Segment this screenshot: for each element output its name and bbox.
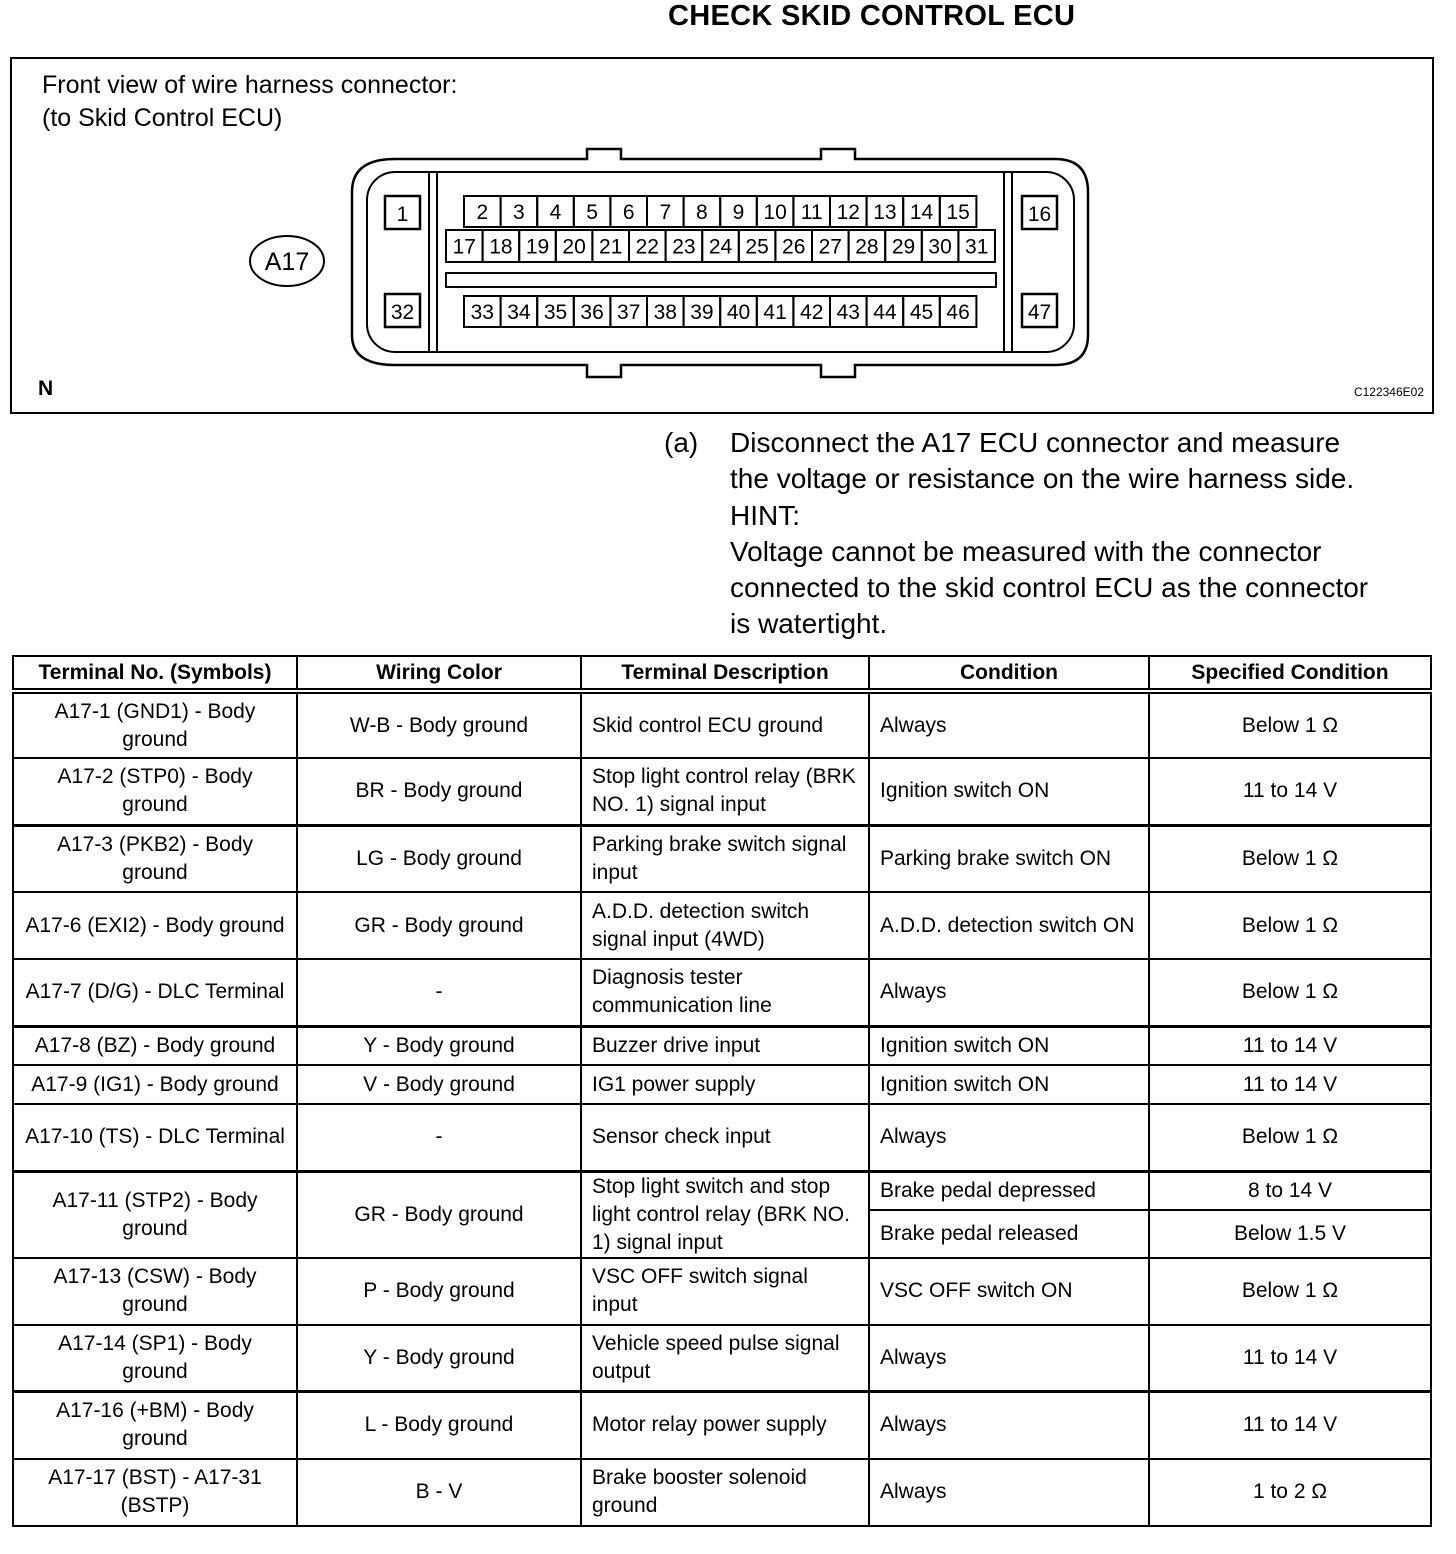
cell-terminal: A17-7 (D/G) - DLC Terminal bbox=[13, 959, 297, 1026]
svg-text:20: 20 bbox=[562, 235, 586, 259]
cell-spec: 11 to 14 V bbox=[1149, 1392, 1431, 1459]
header-specified-condition: Specified Condition bbox=[1149, 656, 1431, 691]
cell-condition: Always bbox=[869, 959, 1149, 1026]
pin-12 bbox=[830, 196, 867, 227]
svg-text:40: 40 bbox=[726, 301, 751, 324]
cell-spec: 11 to 14 V bbox=[1149, 758, 1431, 825]
cell-spec: Below 1 Ω bbox=[1149, 825, 1431, 892]
cell-condition: A.D.D. detection switch ON bbox=[869, 892, 1149, 959]
table-header-row bbox=[13, 656, 1431, 691]
cell-color: W-B - Body ground bbox=[297, 691, 581, 758]
cell-color: Y - Body ground bbox=[297, 1325, 581, 1392]
svg-text:1: 1 bbox=[396, 203, 409, 226]
pin-3 bbox=[501, 196, 538, 227]
cell-description: Stop light control relay (BRK NO. 1) signal input bbox=[581, 758, 869, 825]
cell-color: GR - Body ground bbox=[297, 892, 581, 959]
pin-17 bbox=[446, 230, 483, 262]
cell-terminal: A17-1 (GND1) - Body ground bbox=[13, 691, 297, 758]
cell-color: - bbox=[297, 1104, 581, 1171]
svg-text:44: 44 bbox=[873, 301, 897, 324]
pin-16 bbox=[1022, 196, 1057, 229]
svg-text:33: 33 bbox=[470, 301, 494, 324]
cell-spec: 11 to 14 V bbox=[1149, 1065, 1431, 1104]
pin-1 bbox=[385, 196, 420, 229]
pin-13 bbox=[867, 196, 904, 227]
svg-text:30: 30 bbox=[928, 235, 952, 259]
pin-24 bbox=[702, 230, 739, 262]
svg-text:10: 10 bbox=[763, 201, 787, 224]
cell-condition: Always bbox=[869, 1392, 1149, 1459]
step-label: (a) bbox=[664, 427, 699, 458]
svg-text:5: 5 bbox=[586, 201, 598, 224]
cell-condition: Always bbox=[869, 1104, 1149, 1171]
svg-text:19: 19 bbox=[525, 235, 550, 259]
svg-text:7: 7 bbox=[659, 201, 672, 224]
cell-color: - bbox=[297, 959, 581, 1026]
cell-spec: Below 1.5 V bbox=[1149, 1210, 1431, 1257]
pin-31 bbox=[958, 230, 995, 262]
svg-text:23: 23 bbox=[672, 235, 696, 259]
pin-39 bbox=[684, 296, 721, 327]
cell-condition: Ignition switch ON bbox=[869, 758, 1149, 825]
svg-text:47: 47 bbox=[1027, 301, 1052, 324]
cell-spec: Below 1 Ω bbox=[1149, 959, 1431, 1026]
svg-text:21: 21 bbox=[599, 235, 623, 259]
pin-35 bbox=[537, 296, 574, 327]
svg-text:13: 13 bbox=[873, 201, 897, 224]
terminal-spec-table bbox=[12, 655, 1432, 1527]
pin-10 bbox=[757, 196, 794, 227]
cell-spec: 11 to 14 V bbox=[1149, 1026, 1431, 1065]
cell-color: B - V bbox=[297, 1459, 581, 1526]
pin-37 bbox=[610, 296, 647, 327]
svg-text:27: 27 bbox=[818, 235, 842, 259]
svg-text:35: 35 bbox=[543, 301, 568, 324]
connector-label: A17 bbox=[264, 248, 310, 276]
pin-4 bbox=[537, 196, 574, 227]
pin-8 bbox=[684, 196, 721, 227]
pin-29 bbox=[885, 230, 922, 262]
table-row bbox=[13, 1459, 1431, 1526]
svg-text:15: 15 bbox=[946, 201, 970, 224]
svg-text:3: 3 bbox=[513, 201, 525, 224]
pin-14 bbox=[903, 196, 940, 227]
pin-36 bbox=[574, 296, 611, 327]
pin-27 bbox=[812, 230, 849, 262]
svg-text:16: 16 bbox=[1027, 203, 1052, 226]
cell-spec: Below 1 Ω bbox=[1149, 691, 1431, 758]
cell-condition: Parking brake switch ON bbox=[869, 825, 1149, 892]
pin-15 bbox=[940, 196, 977, 227]
pin-20 bbox=[556, 230, 593, 262]
cell-description: A.D.D. detection switch signal input (4WD) bbox=[581, 892, 869, 959]
pin-23 bbox=[666, 230, 703, 262]
svg-text:24: 24 bbox=[708, 235, 733, 259]
table-row bbox=[13, 1325, 1431, 1392]
table-row bbox=[13, 758, 1431, 825]
pin-47 bbox=[1022, 294, 1057, 327]
cell-description: VSC OFF switch signal input bbox=[581, 1258, 869, 1325]
connector-figure bbox=[10, 57, 1434, 414]
cell-spec: 8 to 14 V bbox=[1149, 1171, 1431, 1210]
cell-description: Skid control ECU ground bbox=[581, 691, 869, 758]
pin-5 bbox=[574, 196, 611, 227]
pin-38 bbox=[647, 296, 684, 327]
cell-description: Motor relay power supply bbox=[581, 1392, 869, 1459]
svg-text:4: 4 bbox=[549, 201, 562, 224]
hint-line3: is watertight. bbox=[730, 608, 888, 640]
svg-text:45: 45 bbox=[909, 301, 934, 324]
table-row bbox=[13, 1104, 1431, 1171]
cell-color: L - Body ground bbox=[297, 1392, 581, 1459]
pin-30 bbox=[922, 230, 959, 262]
cell-spec: 11 to 14 V bbox=[1149, 1325, 1431, 1392]
svg-text:11: 11 bbox=[800, 201, 823, 224]
pin-7 bbox=[647, 196, 684, 227]
pin-32 bbox=[385, 294, 420, 327]
pin-2 bbox=[464, 196, 501, 227]
svg-text:8: 8 bbox=[696, 201, 708, 224]
cell-terminal: A17-3 (PKB2) - Body ground bbox=[13, 825, 297, 892]
svg-text:42: 42 bbox=[800, 301, 824, 324]
pin-28 bbox=[849, 230, 886, 262]
pin-19 bbox=[519, 230, 556, 262]
figure-letter: N bbox=[38, 377, 54, 400]
cell-terminal: A17-2 (STP0) - Body ground bbox=[13, 758, 297, 825]
cell-condition: Brake pedal depressed bbox=[869, 1171, 1149, 1210]
hint-label: HINT: bbox=[730, 499, 800, 531]
cell-description: Diagnosis tester communication line bbox=[581, 959, 869, 1026]
instruction-line2: the voltage or resistance on the wire harness side. bbox=[730, 463, 1355, 495]
svg-text:36: 36 bbox=[580, 301, 604, 324]
pin-40 bbox=[720, 296, 757, 327]
hint-line1: Voltage cannot be measured with the connector bbox=[730, 535, 1322, 567]
cell-spec: 1 to 2 Ω bbox=[1149, 1459, 1431, 1526]
svg-text:46: 46 bbox=[946, 301, 970, 324]
cell-terminal: A17-16 (+BM) - Body ground bbox=[13, 1392, 297, 1459]
pins-row-3 bbox=[464, 296, 976, 327]
cell-terminal: A17-11 (STP2) - Body ground bbox=[13, 1171, 297, 1258]
svg-text:26: 26 bbox=[782, 235, 806, 259]
cell-condition: Always bbox=[869, 1459, 1149, 1526]
pin-6 bbox=[610, 196, 647, 227]
svg-text:17: 17 bbox=[452, 235, 476, 259]
figure-caption-line2: (to Skid Control ECU) bbox=[42, 104, 283, 132]
pin-26 bbox=[775, 230, 812, 262]
table-row bbox=[13, 1171, 1431, 1210]
svg-text:34: 34 bbox=[507, 301, 531, 324]
cell-condition: Ignition switch ON bbox=[869, 1026, 1149, 1065]
figure-caption-line1: Front view of wire harness connector: bbox=[42, 71, 458, 99]
header-terminal: Terminal No. (Symbols) bbox=[13, 656, 297, 691]
pin-42 bbox=[793, 296, 830, 327]
svg-text:31: 31 bbox=[965, 235, 989, 259]
pins-row-1 bbox=[464, 196, 976, 227]
table-row bbox=[13, 1026, 1431, 1065]
cell-color: LG - Body ground bbox=[297, 825, 581, 892]
table-row bbox=[13, 1065, 1431, 1104]
cell-condition: Always bbox=[869, 1325, 1149, 1392]
pin-11 bbox=[793, 196, 830, 227]
cell-condition: Brake pedal released bbox=[869, 1210, 1149, 1257]
pin-46 bbox=[940, 296, 977, 327]
svg-text:32: 32 bbox=[390, 301, 415, 324]
cell-spec: Below 1 Ω bbox=[1149, 1258, 1431, 1325]
svg-text:25: 25 bbox=[745, 235, 769, 259]
header-wiring-color: Wiring Color bbox=[297, 656, 581, 691]
svg-text:12: 12 bbox=[836, 201, 860, 224]
svg-text:18: 18 bbox=[489, 235, 513, 259]
connector-key-bar bbox=[446, 273, 996, 287]
cell-terminal: A17-8 (BZ) - Body ground bbox=[13, 1026, 297, 1065]
cell-description: Parking brake switch signal input bbox=[581, 825, 869, 892]
cell-description: Stop light switch and stop light control relay (BRK NO. 1) signal input bbox=[581, 1171, 869, 1258]
pin-34 bbox=[501, 296, 538, 327]
svg-text:2: 2 bbox=[476, 201, 489, 224]
pin-33 bbox=[464, 296, 501, 327]
svg-text:37: 37 bbox=[617, 301, 641, 324]
svg-text:29: 29 bbox=[891, 235, 916, 259]
pin-9 bbox=[720, 196, 757, 227]
table-row bbox=[13, 691, 1431, 758]
svg-text:39: 39 bbox=[690, 301, 714, 324]
pin-45 bbox=[903, 296, 940, 327]
cell-terminal: A17-13 (CSW) - Body ground bbox=[13, 1258, 297, 1325]
instruction-line1: Disconnect the A17 ECU connector and measure bbox=[730, 427, 1341, 458]
pin-18 bbox=[483, 230, 520, 262]
connector-diagram bbox=[12, 59, 1436, 416]
cell-description: Buzzer drive input bbox=[581, 1026, 869, 1065]
table-row bbox=[13, 959, 1431, 1026]
page-title: CHECK SKID CONTROL ECU bbox=[668, 0, 1076, 32]
svg-text:38: 38 bbox=[653, 301, 677, 324]
cell-terminal: A17-6 (EXI2) - Body ground bbox=[13, 892, 297, 959]
table-row bbox=[13, 825, 1431, 892]
cell-terminal: A17-9 (IG1) - Body ground bbox=[13, 1065, 297, 1104]
svg-text:41: 41 bbox=[763, 301, 787, 324]
svg-text:22: 22 bbox=[635, 235, 659, 259]
pin-43 bbox=[830, 296, 867, 327]
cell-spec: Below 1 Ω bbox=[1149, 1104, 1431, 1171]
cell-color: P - Body ground bbox=[297, 1258, 581, 1325]
svg-text:43: 43 bbox=[836, 301, 860, 324]
cell-terminal: A17-10 (TS) - DLC Terminal bbox=[13, 1104, 297, 1171]
cell-condition: Always bbox=[869, 691, 1149, 758]
pin-25 bbox=[739, 230, 776, 262]
svg-text:6: 6 bbox=[622, 201, 635, 224]
pin-44 bbox=[867, 296, 904, 327]
cell-description: Vehicle speed pulse signal output bbox=[581, 1325, 869, 1392]
cell-spec: Below 1 Ω bbox=[1149, 892, 1431, 959]
cell-terminal: A17-14 (SP1) - Body ground bbox=[13, 1325, 297, 1392]
table-row bbox=[13, 1392, 1431, 1459]
cell-description: IG1 power supply bbox=[581, 1065, 869, 1104]
pin-41 bbox=[757, 296, 794, 327]
svg-text:14: 14 bbox=[909, 201, 934, 224]
pin-21 bbox=[592, 230, 629, 262]
svg-text:28: 28 bbox=[855, 235, 879, 259]
pin-22 bbox=[629, 230, 666, 262]
table-row bbox=[13, 892, 1431, 959]
header-condition: Condition bbox=[869, 656, 1149, 691]
hint-line2: connected to the skid control ECU as the connector bbox=[730, 572, 1369, 604]
cell-color: BR - Body ground bbox=[297, 758, 581, 825]
cell-terminal: A17-17 (BST) - A17-31 (BSTP) bbox=[13, 1459, 297, 1526]
table-row bbox=[13, 1258, 1431, 1325]
cell-color: GR - Body ground bbox=[297, 1171, 581, 1258]
cell-condition: Ignition switch ON bbox=[869, 1065, 1149, 1104]
pins-row-2 bbox=[446, 230, 995, 262]
cell-description: Brake booster solenoid ground bbox=[581, 1459, 869, 1526]
cell-description: Sensor check input bbox=[581, 1104, 869, 1171]
svg-text:9: 9 bbox=[732, 201, 745, 224]
cell-color: Y - Body ground bbox=[297, 1026, 581, 1065]
figure-code: C122346E02 bbox=[1353, 385, 1424, 399]
cell-color: V - Body ground bbox=[297, 1065, 581, 1104]
cell-condition: VSC OFF switch ON bbox=[869, 1258, 1149, 1325]
header-terminal-description: Terminal Description bbox=[581, 656, 869, 691]
instruction-text bbox=[730, 425, 1442, 643]
